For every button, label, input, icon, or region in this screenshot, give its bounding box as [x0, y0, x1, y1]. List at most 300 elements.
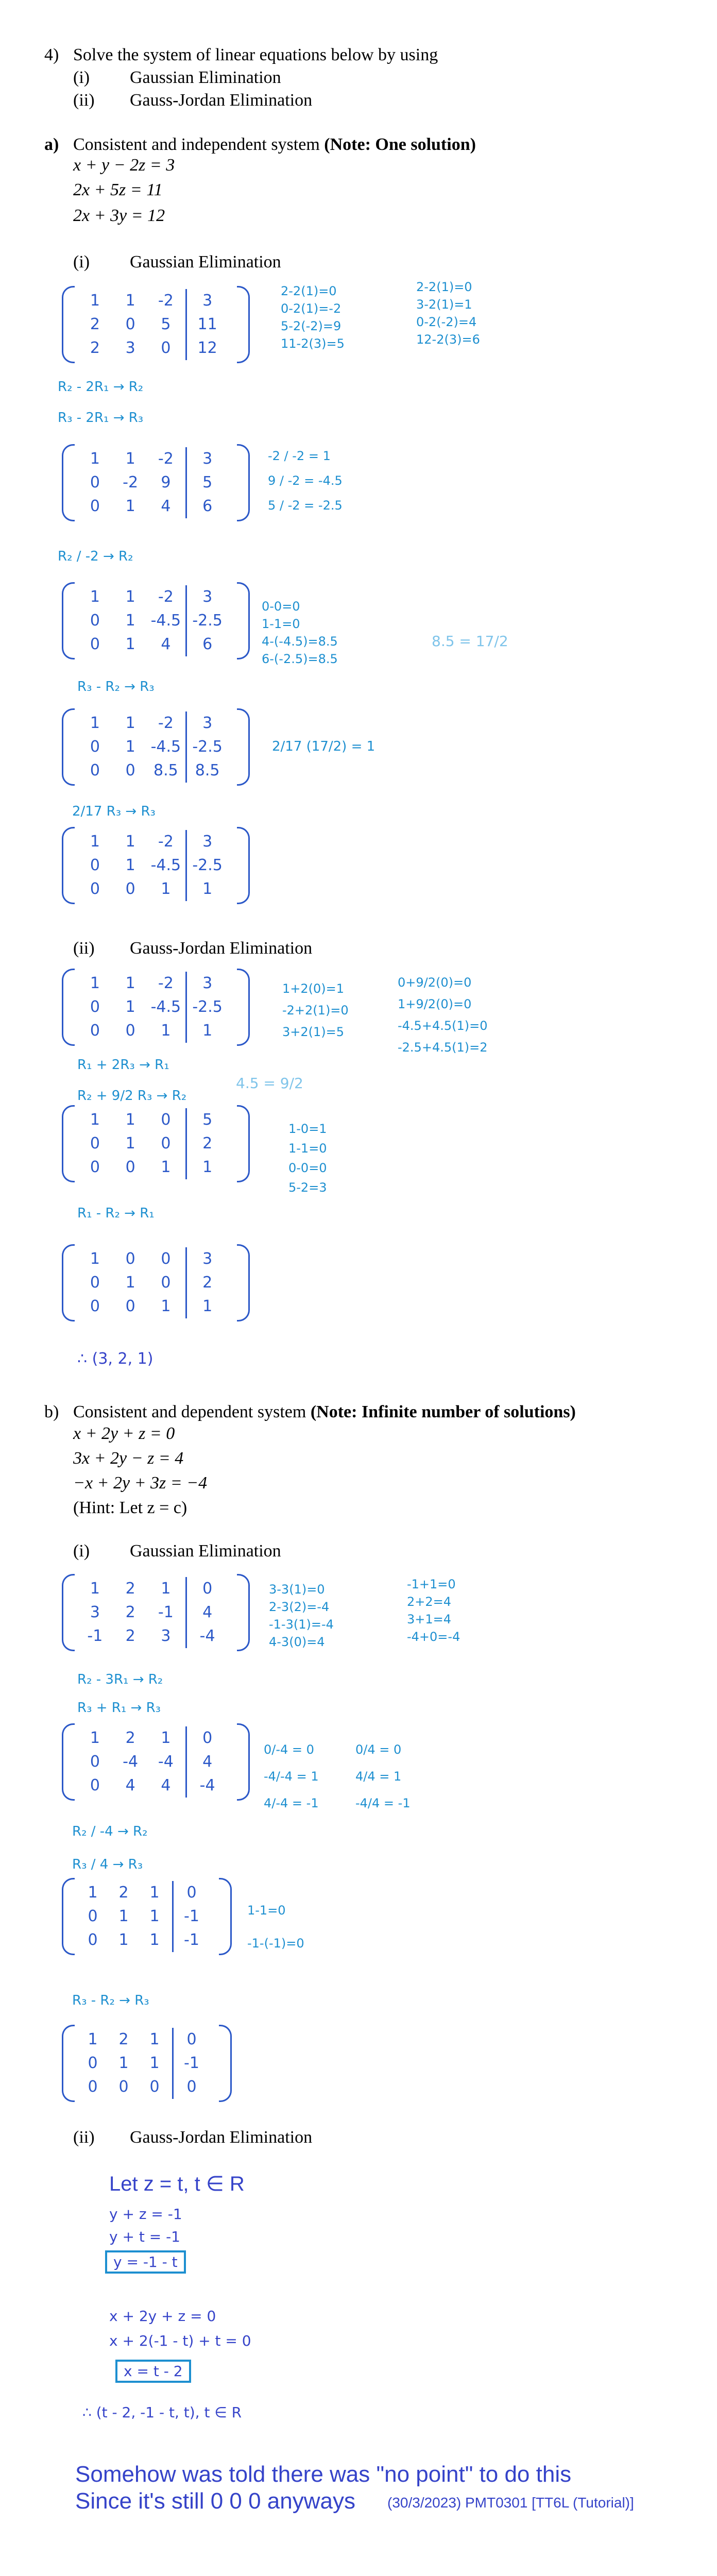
matrix-cell: -4 [199, 1776, 215, 1794]
matrix-cell: 0 [88, 1931, 98, 1949]
matrix-cell: 9 [161, 473, 171, 492]
matrix-cell: -4 [199, 1627, 215, 1645]
matrix-cell: 1 [125, 450, 135, 468]
augment-bar [185, 1577, 187, 1648]
matrix-cell: 3 [202, 588, 213, 606]
matrix-cell: 1 [125, 292, 135, 310]
working-column [109, 2203, 182, 2248]
matrix-cell: 0 [125, 1297, 135, 1315]
section-heading: Gauss-Jordan Elimination [130, 2128, 313, 2147]
working-line: 3+2(1)=5 [282, 1025, 345, 1039]
row-operation: R₁ + 2R₃ → R₁ [77, 1057, 169, 1073]
matrix-bracket-left [62, 969, 75, 1046]
matrix-cell: 1 [90, 292, 100, 310]
section-heading: Gaussian Elimination [130, 1541, 281, 1561]
matrix-bracket-left [62, 827, 75, 904]
matrix-cell: -1 [184, 2054, 199, 2072]
matrix-cell: 3 [202, 714, 213, 732]
matrix-cell: 1 [118, 1931, 129, 1949]
row-operation: R₂ / -4 → R₂ [72, 1824, 148, 1839]
solution-answer: ∴ (t - 2, -1 - t, t), t ∈ R [82, 2404, 242, 2421]
matrix-cell: 2 [125, 1580, 135, 1598]
matrix-bracket-left [62, 582, 75, 659]
matrix-cell: 1 [90, 714, 100, 732]
matrix-cell: 0 [90, 1297, 100, 1315]
working-line: 0/4 = 0 [355, 1742, 402, 1757]
method-label: Gauss-Jordan Elimination [130, 91, 313, 110]
row-operation: R₂ - 3R₁ → R₂ [77, 1672, 163, 1687]
matrix-cell: 1 [125, 635, 135, 653]
matrix-cell: 0 [90, 612, 100, 630]
augment-bar [185, 972, 187, 1043]
matrix-cell: 1 [118, 2054, 129, 2072]
matrix-cell: 4 [161, 1776, 171, 1794]
matrix-cell: 1 [90, 974, 100, 992]
working-line: 1-0=1 [288, 1122, 327, 1136]
matrix-bracket-left [62, 1105, 75, 1182]
matrix-cell: 3 [161, 1627, 171, 1645]
augmented-matrix [62, 2025, 232, 2102]
matrix-cell: 8.5 [153, 761, 178, 779]
working-column [416, 278, 480, 348]
boxed-result: y = -1 - t [105, 2250, 186, 2274]
working-line: 0-2(-2)=4 [416, 315, 477, 329]
row-operation: R₃ / 4 → R₃ [72, 1857, 143, 1872]
matrix-cell: 1 [161, 1158, 171, 1176]
matrix-cell: 0 [186, 2078, 197, 2096]
matrix-cell: 0 [90, 1274, 100, 1292]
matrix-cell: 2 [202, 1134, 213, 1153]
working-line: 4-(-4.5)=8.5 [262, 634, 338, 649]
matrix-bracket-right [219, 2025, 232, 2102]
matrix-cell: 1 [90, 1250, 100, 1268]
matrix-cell: 12 [197, 339, 217, 357]
matrix-cell: 6 [202, 497, 213, 515]
matrix-bracket-right [237, 1574, 250, 1651]
row-operation: R₃ - R₂ → R₃ [72, 1993, 149, 2008]
working-line: -4.5+4.5(1)=0 [398, 1019, 488, 1033]
matrix-cell: 1 [88, 2030, 98, 2048]
matrix-cell: 1 [149, 2054, 160, 2072]
matrix-cell: 2 [125, 1729, 135, 1747]
matrix-cell: 1 [125, 998, 135, 1016]
working-column [264, 1736, 319, 1817]
matrix-cell: 2 [118, 1884, 129, 1902]
augmented-matrix [62, 1244, 250, 1321]
matrix-cell: -2 [158, 588, 174, 606]
working-column [262, 598, 338, 668]
matrix-cell: 0 [161, 339, 171, 357]
matrix-cell: 0 [90, 1753, 100, 1771]
working-line: 3-3(1)=0 [269, 1582, 325, 1597]
working-line: y + t = -1 [109, 2228, 180, 2245]
working-column [398, 972, 487, 1058]
row-operation: R₂ - 2R₁ → R₂ [58, 379, 144, 395]
working-line: 4/-4 = -1 [264, 1796, 319, 1810]
working-line: 3-2(1)=1 [416, 297, 472, 312]
matrix-cell: 0 [161, 1274, 171, 1292]
matrix-cell: 1 [118, 1907, 129, 1925]
augment-bar [185, 1247, 187, 1318]
working-line: x + 2y + z = 0 [109, 2308, 216, 2325]
matrix-cell: 0 [202, 1729, 213, 1747]
augmented-matrix [62, 582, 250, 659]
matrix-cell: -1 [158, 1603, 174, 1621]
working-line: -4/-4 = 1 [264, 1769, 319, 1784]
matrix-cell: 2 [118, 2030, 129, 2048]
matrix-cell: 0 [88, 1907, 98, 1925]
matrix-cell: 0 [90, 856, 100, 874]
matrix-cell: 0 [125, 880, 135, 898]
matrix-cell: 8.5 [195, 761, 220, 779]
matrix-cell: -2 [158, 450, 174, 468]
working-column [407, 1575, 460, 1646]
working-line: 1-1=0 [262, 617, 300, 631]
matrix-bracket-left [62, 1723, 75, 1801]
augmented-matrix [62, 969, 250, 1046]
matrix-cell: 1 [125, 1274, 135, 1292]
part-a-title [73, 135, 476, 155]
matrix-cell: 0 [125, 1158, 135, 1176]
matrix-cell: 1 [125, 833, 135, 851]
matrix-cell: -2 [158, 292, 174, 310]
working-line: 5 / -2 = -2.5 [268, 498, 343, 513]
working-line: y + z = -1 [109, 2206, 182, 2223]
boxed-result: x = t - 2 [115, 2360, 191, 2383]
matrix-bracket-left [62, 708, 75, 786]
working-line: x + 2(-1 - t) + t = 0 [109, 2332, 251, 2349]
matrix-cell: 1 [90, 1580, 100, 1598]
matrix-cell: 0 [161, 1250, 171, 1268]
working-column [269, 1581, 334, 1651]
section-roman: (ii) [73, 939, 95, 958]
working-line: 1+2(0)=1 [282, 981, 345, 996]
matrix-cell: 11 [197, 315, 217, 333]
working-line: 6-(-2.5)=8.5 [262, 652, 338, 666]
matrix-cell: -1 [87, 1627, 103, 1645]
row-operation: 2/17 R₃ → R₃ [72, 804, 156, 819]
part-b-note: (Note: Infinite number of solutions) [310, 1402, 576, 1421]
working-line: 4/4 = 1 [355, 1769, 402, 1784]
row-operation: R₂ / -2 → R₂ [58, 549, 133, 564]
matrix-bracket-left [62, 2025, 75, 2102]
matrix-cell: 1 [90, 450, 100, 468]
matrix-cell: -4.5 [150, 612, 181, 630]
augmented-matrix [62, 1105, 250, 1182]
matrix-cell: 3 [202, 974, 213, 992]
matrix-cell: -4.5 [150, 998, 181, 1016]
matrix-cell: 0 [161, 1134, 171, 1153]
matrix-cell: -4.5 [150, 856, 181, 874]
augmented-matrix [62, 1723, 250, 1801]
matrix-cell: 1 [125, 497, 135, 515]
matrix-cell: 2 [90, 315, 100, 333]
method-label: Gaussian Elimination [130, 68, 281, 87]
matrix-cell: 1 [202, 1022, 213, 1040]
equation: 3x + 2y − z = 4 [73, 1449, 184, 1468]
row-operation: R₃ - 2R₁ → R₃ [58, 410, 144, 426]
augment-bar [185, 289, 187, 360]
matrix-cell: 0 [88, 2054, 98, 2072]
matrix-cell: 0 [90, 635, 100, 653]
matrix-cell: -2.5 [192, 612, 223, 630]
working-line: 2-2(1)=0 [416, 280, 472, 294]
working-line: 9 / -2 = -4.5 [268, 473, 343, 488]
matrix-cell: 1 [90, 833, 100, 851]
matrix-cell: 1 [161, 880, 171, 898]
part-a-title-text: Consistent and independent system [73, 135, 320, 154]
matrix-cell: 1 [125, 1134, 135, 1153]
matrix-cell: 1 [202, 1158, 213, 1176]
matrix-cell: 0 [88, 2078, 98, 2096]
matrix-cell: 1 [149, 1907, 160, 1925]
augment-bar [185, 711, 187, 783]
matrix-cell: -2 [158, 833, 174, 851]
matrix-cell: -4 [123, 1753, 139, 1771]
solution-answer: ∴ (3, 2, 1) [77, 1350, 153, 1368]
matrix-cell: -4 [158, 1753, 174, 1771]
part-a-note: (Note: One solution) [324, 135, 476, 154]
matrix-bracket-right [237, 1105, 250, 1182]
comment-line: Since it's still 0 0 0 anyways [75, 2488, 355, 2514]
matrix-bracket-right [237, 1723, 250, 1801]
matrix-cell: -2 [158, 714, 174, 732]
matrix-cell: -2.5 [192, 738, 223, 756]
matrix-cell: 1 [202, 1297, 213, 1315]
matrix-bracket-right [219, 1878, 232, 1955]
section-heading: Gauss-Jordan Elimination [130, 939, 313, 958]
working-line: -2.5+4.5(1)=2 [398, 1040, 488, 1055]
equation: x + y − 2z = 3 [73, 156, 175, 175]
let-statement: Let z = t, t ∈ R [109, 2173, 245, 2195]
working-line: -2+2(1)=0 [282, 1003, 349, 1018]
matrix-cell: 0 [125, 1022, 135, 1040]
hint: (Hint: Let z = c) [73, 1498, 187, 1517]
matrix-cell: 4 [161, 635, 171, 653]
working-line: 1-1=0 [247, 1903, 286, 1918]
matrix-cell: 3 [202, 450, 213, 468]
working-line: 2-3(2)=-4 [269, 1600, 330, 1614]
matrix-cell: 0 [149, 2078, 160, 2096]
equation: 2x + 5z = 11 [73, 180, 163, 199]
matrix-cell: 2 [90, 339, 100, 357]
matrix-cell: 2 [202, 1274, 213, 1292]
working-line: 4-3(0)=4 [269, 1635, 325, 1649]
matrix-cell: 1 [161, 1729, 171, 1747]
equation: −x + 2y + 3z = −4 [73, 1473, 208, 1493]
working-line: 11-2(3)=5 [281, 336, 345, 351]
question-text: Solve the system of linear equations below by using [73, 45, 438, 64]
row-operation: R₃ + R₁ → R₃ [77, 1700, 161, 1716]
matrix-bracket-left [62, 1574, 75, 1651]
matrix-cell: 3 [202, 292, 213, 310]
matrix-bracket-left [62, 1244, 75, 1321]
matrix-cell: -2 [158, 974, 174, 992]
matrix-cell: 1 [125, 1111, 135, 1129]
augment-bar [185, 585, 187, 656]
matrix-cell: 1 [90, 1111, 100, 1129]
matrix-cell: 1 [125, 588, 135, 606]
working-line: 0-0=0 [262, 599, 300, 614]
part-b-title-text: Consistent and dependent system [73, 1402, 306, 1421]
working-line: -2 / -2 = 1 [268, 449, 331, 463]
matrix-cell: 5 [202, 1111, 213, 1129]
matrix-cell: 0 [125, 761, 135, 779]
matrix-cell: -2.5 [192, 998, 223, 1016]
matrix-bracket-right [237, 1244, 250, 1321]
matrix-cell: 0 [90, 1022, 100, 1040]
working-line: 2/17 (17/2) = 1 [272, 739, 375, 754]
matrix-cell: 2 [125, 1627, 135, 1645]
matrix-cell: 3 [90, 1603, 100, 1621]
matrix-cell: 0 [118, 2078, 129, 2096]
matrix-cell: 6 [202, 635, 213, 653]
part-a-label: a) [44, 135, 59, 154]
working-line: 3+1=4 [407, 1612, 452, 1626]
matrix-cell: 1 [125, 974, 135, 992]
part-b-title [73, 1402, 576, 1422]
matrix-cell: 0 [90, 473, 100, 492]
side-note: 8.5 = 17/2 [432, 633, 508, 650]
matrix-bracket-left [62, 444, 75, 521]
matrix-cell: 0 [90, 1134, 100, 1153]
augment-bar [185, 1108, 187, 1179]
matrix-cell: 4 [202, 1753, 213, 1771]
matrix-cell: -2 [123, 473, 139, 492]
matrix-cell: 0 [125, 1250, 135, 1268]
working-column [282, 978, 349, 1043]
question-number: 4) [44, 45, 59, 64]
working-line: 0/-4 = 0 [264, 1742, 314, 1757]
side-note: 4.5 = 9/2 [236, 1075, 303, 1092]
method-roman: (ii) [73, 91, 95, 110]
method-roman: (i) [73, 68, 90, 87]
working-line: 1-1=0 [288, 1141, 327, 1156]
matrix-cell: 5 [161, 315, 171, 333]
matrix-cell: 4 [161, 497, 171, 515]
matrix-bracket-right [237, 286, 250, 363]
working-line: -4+0=-4 [407, 1630, 460, 1644]
matrix-cell: 1 [125, 738, 135, 756]
matrix-cell: 1 [161, 1580, 171, 1598]
working-line: 2-2(1)=0 [281, 284, 337, 298]
equation: 2x + 3y = 12 [73, 206, 165, 225]
augmented-matrix [62, 1574, 250, 1651]
working-column [288, 1119, 327, 1197]
working-column [281, 282, 345, 352]
row-operation: R₂ + 9/2 R₃ → R₂ [77, 1088, 187, 1104]
matrix-bracket-right [237, 827, 250, 904]
working-column [109, 2304, 251, 2353]
matrix-cell: 0 [161, 1111, 171, 1129]
matrix-bracket-right [237, 582, 250, 659]
section-roman: (i) [73, 252, 90, 272]
matrix-cell: 1 [90, 1729, 100, 1747]
working-column [247, 1894, 304, 1960]
matrix-cell: 0 [90, 880, 100, 898]
row-operation: R₁ - R₂ → R₁ [77, 1206, 155, 1221]
matrix-cell: 2 [125, 1603, 135, 1621]
augmented-matrix [62, 444, 250, 521]
matrix-cell: -4.5 [150, 738, 181, 756]
matrix-cell: 3 [125, 339, 135, 357]
section-roman: (i) [73, 1541, 90, 1561]
working-line: 5-2(-2)=9 [281, 319, 342, 333]
working-line: -1-(-1)=0 [247, 1936, 304, 1951]
equation: x + 2y + z = 0 [73, 1424, 175, 1443]
working-line: 2+2=4 [407, 1595, 452, 1609]
matrix-cell: 0 [90, 1776, 100, 1794]
matrix-cell: 0 [90, 761, 100, 779]
working-line: 0+9/2(0)=0 [398, 975, 472, 990]
matrix-cell: 1 [125, 856, 135, 874]
matrix-bracket-right [237, 708, 250, 786]
augment-bar [185, 1726, 187, 1798]
working-line: 5-2=3 [288, 1180, 327, 1195]
working-line: -4/4 = -1 [355, 1796, 411, 1810]
augmented-matrix [62, 1878, 232, 1955]
working-column [355, 1736, 411, 1817]
matrix-cell: 4 [125, 1776, 135, 1794]
matrix-cell: 1 [149, 2030, 160, 2048]
section-heading: Gaussian Elimination [130, 252, 281, 272]
matrix-bracket-right [237, 444, 250, 521]
working-line: 12-2(3)=6 [416, 332, 480, 347]
matrix-cell: 1 [149, 1884, 160, 1902]
working-line: -1+1=0 [407, 1577, 456, 1591]
augment-bar [185, 830, 187, 901]
source-caption: (30/3/2023) PMT0301 [TT6L (Tutorial)] [387, 2495, 634, 2511]
matrix-cell: -1 [184, 1907, 199, 1925]
matrix-cell: 4 [202, 1603, 213, 1621]
matrix-cell: 0 [186, 2030, 197, 2048]
matrix-cell: 0 [90, 497, 100, 515]
augmented-matrix [62, 286, 250, 363]
matrix-cell: 0 [186, 1884, 197, 1902]
part-b-label: b) [44, 1402, 59, 1421]
matrix-cell: 1 [88, 1884, 98, 1902]
matrix-cell: 1 [125, 612, 135, 630]
matrix-cell: 3 [202, 1250, 213, 1268]
matrix-cell: 1 [202, 880, 213, 898]
matrix-cell: -1 [184, 1931, 199, 1949]
matrix-cell: 0 [90, 998, 100, 1016]
working-column [268, 447, 343, 514]
matrix-cell: 0 [90, 1158, 100, 1176]
working-line: -1-3(1)=-4 [269, 1617, 334, 1632]
matrix-cell: 0 [90, 738, 100, 756]
matrix-cell: 3 [202, 833, 213, 851]
augment-bar [185, 447, 187, 518]
row-operation: R₃ - R₂ → R₃ [77, 679, 155, 694]
matrix-bracket-right [237, 969, 250, 1046]
augmented-matrix [62, 827, 250, 904]
comment-line: Somehow was told there was "no point" to do this [75, 2462, 572, 2487]
matrix-cell: 1 [125, 714, 135, 732]
working-line: 1+9/2(0)=0 [398, 997, 472, 1011]
matrix-cell: 1 [161, 1022, 171, 1040]
augmented-matrix [62, 708, 250, 786]
matrix-bracket-left [62, 286, 75, 363]
section-roman: (ii) [73, 2128, 95, 2147]
matrix-cell: 1 [161, 1297, 171, 1315]
matrix-bracket-left [62, 1878, 75, 1955]
matrix-cell: 0 [125, 315, 135, 333]
matrix-cell: 1 [149, 1931, 160, 1949]
working-line: 0-0=0 [288, 1161, 327, 1175]
matrix-cell: 5 [202, 473, 213, 492]
matrix-cell: -2.5 [192, 856, 223, 874]
